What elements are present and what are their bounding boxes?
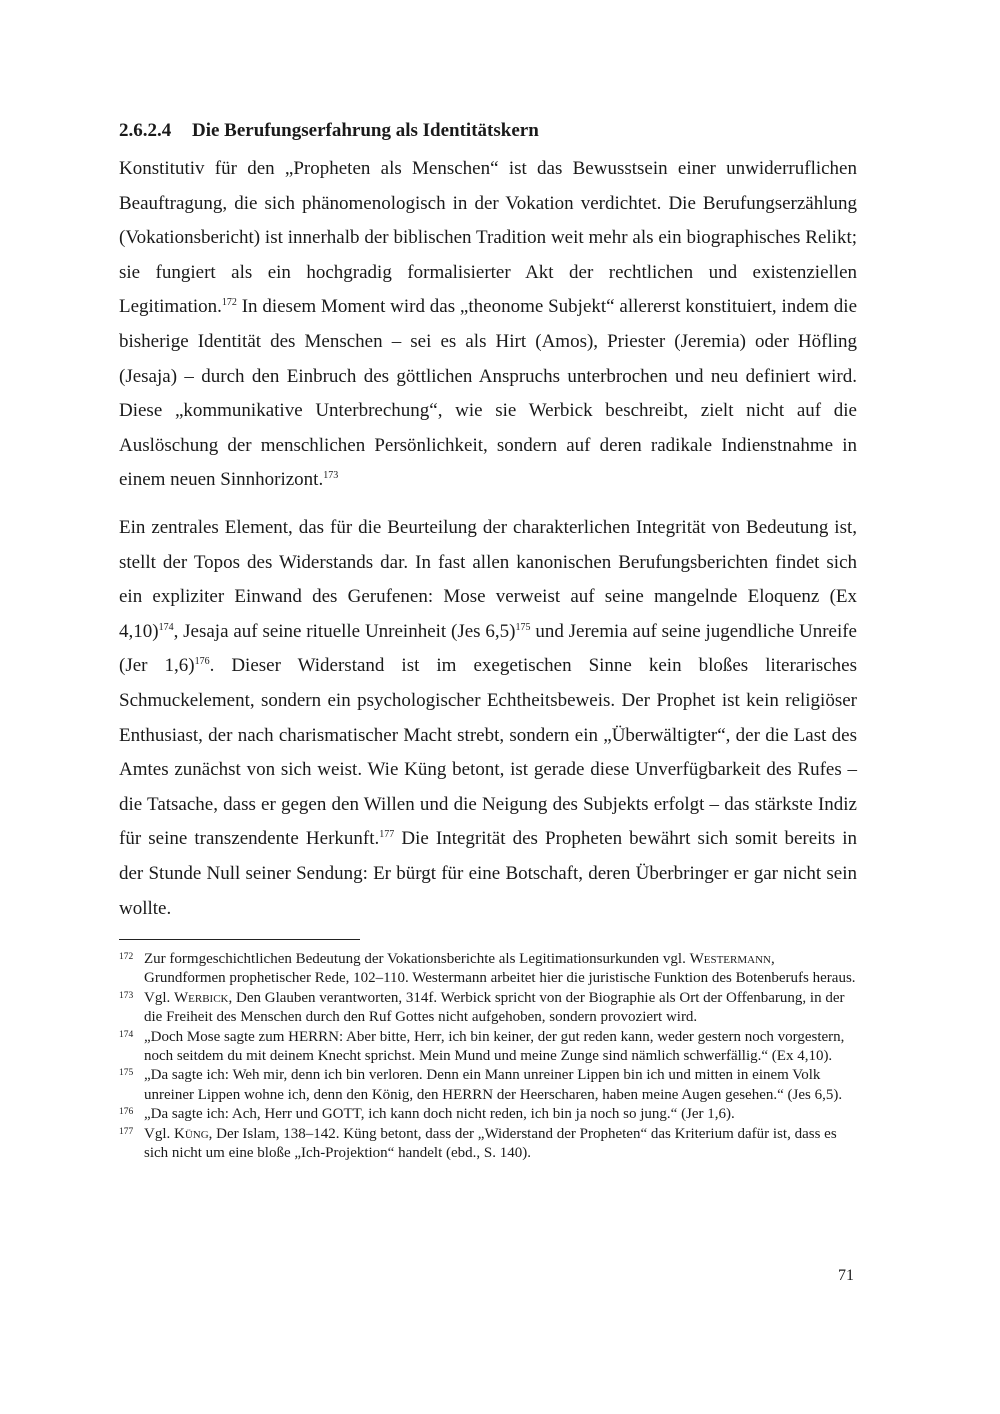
footnote-text: Zur formgeschichtlichen Bedeutung der Vokationsberichte als Legitimationsurkunden vgl. [144,951,690,967]
footnote-author: Werbick [174,989,229,1006]
footnote-number: 172 [119,952,134,962]
footnote-ref-174[interactable]: 174 [158,621,174,633]
paragraph-text: und Jeremia auf seine jugendliche Unreife (Jer 1,6) [119,620,857,677]
footnote-177 [119,1125,857,1164]
footnote-173 [119,989,857,1028]
footnote-172 [119,950,857,989]
footnote-176 [119,1105,857,1124]
paragraph-text: Ein zentrales Element, das für die Beurteilung der charakterlichen Integrität von Bedeutung ist, stellt der Topos des Widerstands dar. In fast allen kanonischen Berufungsberichten findet sich ein expliziter Einwand des Gerufenen: Mose verweist auf seine mangelnde Eloquenz (Ex 4,10) [119,517,857,642]
footnote-text: „Da sagte ich: Ach, Herr und GOTT, ich kann doch nicht reden, ich bin ja noch so jung.“ (Jer 1,6). [144,1106,735,1123]
footnote-number: 177 [119,1126,134,1137]
paragraph-text: In diesem Moment wird das „theonome Subjekt“ allererst konstituiert, indem die bisherige Identität des Menschen – sei es als Hirt (Amos), Priester (Jeremia) oder Höfling (Jesaja) – durch den Einbruch des göttlichen Anspruchs unterbrochen und neu definiert wird. Diese „kommunikative Unterbrechung“, wie sie Werbick beschreibt, zielt nicht auf die Auslöschung der menschlichen Persönlichkeit, sondern auf deren radikale Indienstnahme in einem neuen Sinnhorizont. [119,296,857,491]
footnote-text: „Doch Mose sagte zum HERRN: Aber bitte, Herr, ich bin keiner, der gut reden kann, weder gestern noch vorgestern, noch seitdem du mit deinem Knecht sprichst. Mein Mund und meine Zunge sind nämlich schwerfällig.“ (Ex 4,10). [144,1028,845,1065]
paragraph-text: Die Integrität des Propheten bewährt sich somit bereits in der Stunde Null seiner Sendung: Er bürgt für eine Botschaft, deren Überbringer er gar nicht sein wollte. [119,828,857,919]
footnote-separator [119,939,360,940]
paragraph-text: , Jesaja auf seine rituelle Unreinheit (Jes 6,5) [173,620,516,642]
footnote-ref-175[interactable]: 175 [515,621,531,633]
footnote-number: 176 [119,1107,134,1118]
footnote-ref-176[interactable]: 176 [194,656,210,668]
section-title: Die Berufungserfahrung als Identitätskern [192,120,539,141]
paragraph-text: . Dieser Widerstand ist im exegetischen Sinne kein bloßes literarisches Schmuckelement, sondern ein psychologischer Echtheitsbeweis. Der Prophet ist kein religiöser Enthusiast, der nach charismatischer Macht strebt, sondern ein „Überwältigter“, der die Last des Amtes zunächst von sich weist. Wie Küng betont, ist gerade diese Unverfügbarkeit des Rufes – die Tatsache, dass er gegen den Willen und die Neigung des Subjekts erfolgt – das stärkste Indiz für seine transzendente Herkunft. [119,655,858,850]
footnote-text: Vgl. [144,989,174,1006]
footnote-number: 174 [119,1029,134,1040]
footnote-text: , Der Islam, 138–142. Küng betont, dass der „Widerstand der Propheten“ das Kriterium dafür ist, dass es sich nicht um eine bloße „Ich-Projektion“ handelt (ebd., S. 140). [144,1125,837,1162]
footnote-text: , Den Glauben verantworten, 314f. Werbick spricht von der Biographie als Ort der Offenbarung, in der die Freiheit des Menschen durch den Ruf Gottes nicht aufgehoben, sondern provoziert wird. [144,989,845,1026]
body-paragraph-1 [119,152,857,498]
footnote-ref-177[interactable]: 177 [379,829,395,841]
body-paragraph-2 [119,511,857,926]
footnote-text: Vgl. [144,1125,174,1142]
footnote-number: 175 [119,1068,134,1079]
footnote-175 [119,1066,857,1105]
footnote-author: Küng [174,1125,209,1142]
section-number: 2.6.2.4 [119,120,172,141]
footnote-text: „Da sagte ich: Weh mir, denn ich bin verloren. Denn ein Mann unreiner Lippen bin ich und mitten in einem Volk unreiner Lippen wohne ich, denn den König, den HERRN der Heerscharen, haben meine Augen gesehen.“ (Jes 6,5). [144,1067,843,1103]
section-heading [119,120,539,142]
footnote-number: 173 [119,990,134,1001]
footnote-ref-173[interactable]: 173 [323,470,339,482]
page-number: 71 [838,1267,854,1284]
paragraph-text: Konstitutiv für den „Propheten als Menschen“ ist das Bewusstsein einer unwiderruflichen Beauftragung, die sich phänomenologisch in der Vokation verdichtet. Die Berufungserzählung (Vokationsbericht) ist innerhalb der biblischen Tradition weit mehr als ein biographisches Relikt; sie fungiert als ein hochgradig formalisierter Akt der rechtlichen und existenziellen Legitimation. [119,158,857,318]
footnote-174 [119,1028,857,1067]
footnote-ref-172[interactable]: 172 [221,297,237,309]
footnotes [119,950,857,1163]
footnote-text: , Grundformen prophetischer Rede, 102–110. Westermann arbeitet hier die juristische Funktion des Botenberufs heraus. [144,951,856,987]
footnote-author: Westermann [689,951,771,967]
